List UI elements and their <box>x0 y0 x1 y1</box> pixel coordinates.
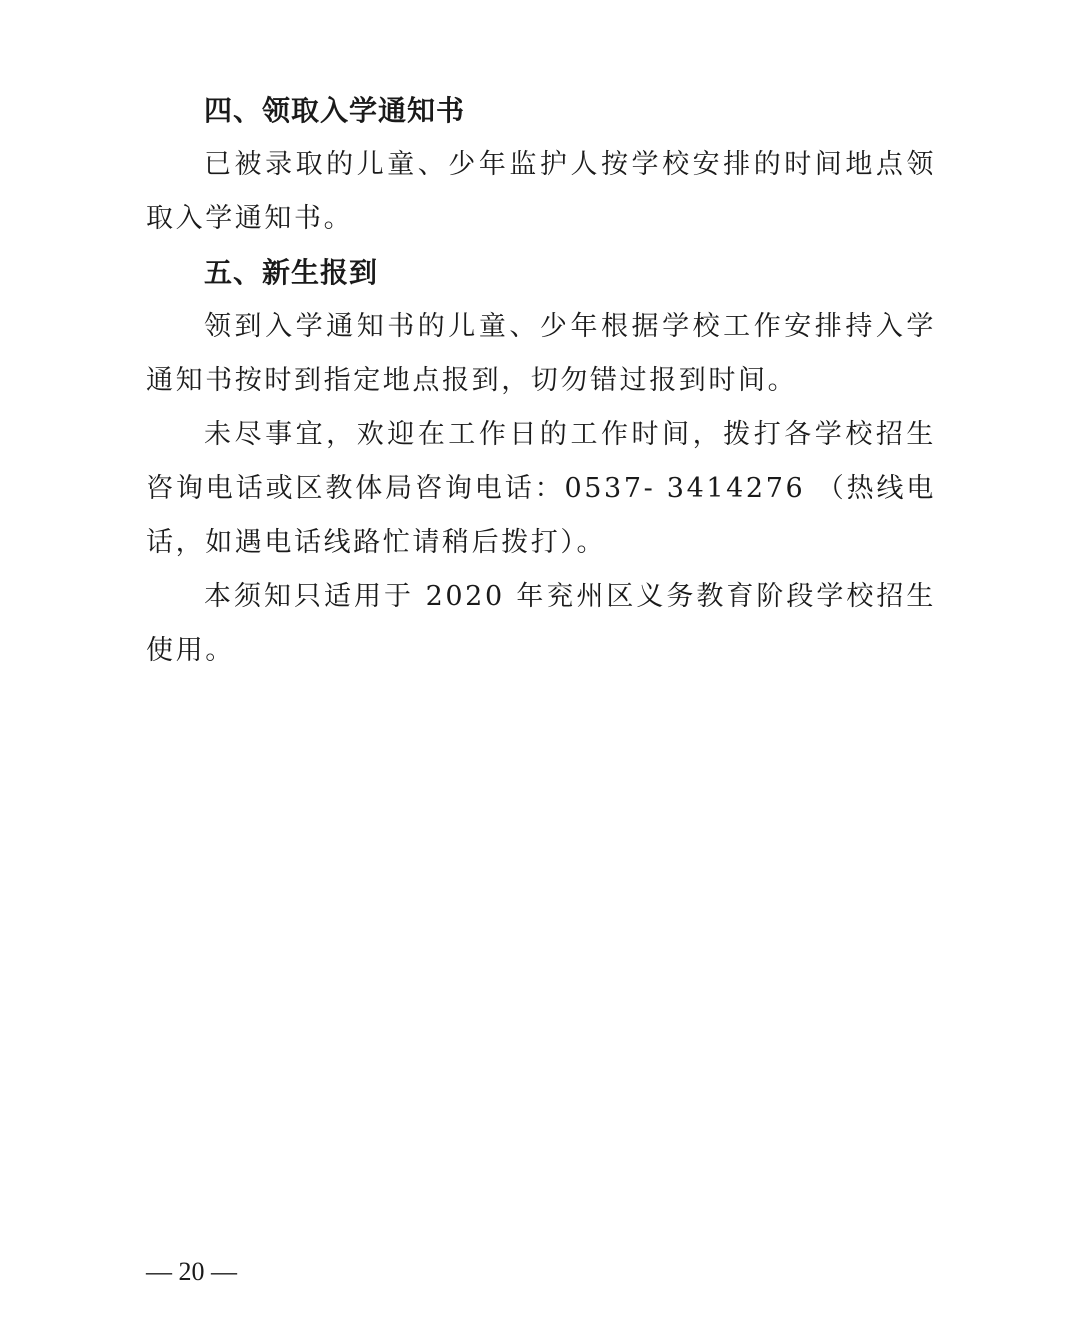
paragraph-registration: 领到入学通知书的儿童、少年根据学校工作安排持入学通知书按时到指定地点报到，切勿错过报到时间。 <box>146 311 936 396</box>
paragraph-contact-info: 未尽事宜，欢迎在工作日的工作时间，拨打各学校招生咨询电话或区教体局咨询电话：0537- 3414276 （热线电话，如遇电话线路忙请稍后拨打）。 <box>146 419 936 558</box>
section-heading-registration: 五、新生报到 <box>204 256 379 289</box>
document-body <box>146 84 936 678</box>
paragraph-scope: 本须知只适用于 2020 年兖州区义务教育阶段学校招生使用。 <box>146 581 936 666</box>
paragraph-receive-notice: 已被录取的儿童、少年监护人按学校安排的时间地点领取入学通知书。 <box>146 149 936 234</box>
page-number: — 20 — <box>146 1257 237 1286</box>
section-heading-receive-notice: 四、领取入学通知书 <box>204 94 466 127</box>
